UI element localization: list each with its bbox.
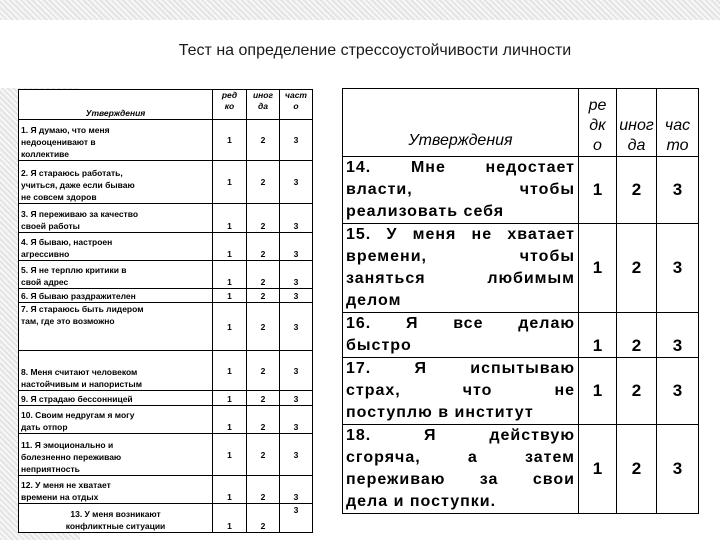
score-often: 3 xyxy=(657,157,699,224)
score-sometimes: 2 xyxy=(617,425,657,514)
score-often: 3 xyxy=(280,303,313,351)
score-sometimes: 2 xyxy=(617,157,657,224)
score-often: 3 xyxy=(280,289,313,303)
statement-cell: 1. Я думаю, что меня недооценивают в коллективе xyxy=(19,120,213,161)
score-rarely: 1 xyxy=(213,161,247,204)
table-header-row xyxy=(19,90,313,120)
score-often: 3 xyxy=(657,224,699,313)
table-row xyxy=(343,313,699,358)
score-often: 3 xyxy=(280,434,313,476)
score-often: 3 xyxy=(280,476,313,504)
score-often: 3 xyxy=(280,391,313,406)
score-rarely: 1 xyxy=(213,303,247,351)
table-row xyxy=(19,261,313,289)
table-row xyxy=(19,120,313,161)
score-rarely: 1 xyxy=(213,476,247,504)
score-sometimes: 2 xyxy=(247,434,280,476)
score-often: 3 xyxy=(280,406,313,434)
score-rarely: 1 xyxy=(579,358,617,425)
score-rarely: 1 xyxy=(579,224,617,313)
score-sometimes: 2 xyxy=(617,358,657,425)
score-sometimes: 2 xyxy=(247,289,280,303)
table-row xyxy=(19,434,313,476)
score-sometimes: 2 xyxy=(247,476,280,504)
table-row xyxy=(19,161,313,204)
score-sometimes: 2 xyxy=(247,204,280,233)
score-often: 3 xyxy=(280,161,313,204)
score-sometimes: 2 xyxy=(617,313,657,358)
score-rarely: 1 xyxy=(213,261,247,289)
score-rarely: 1 xyxy=(213,406,247,434)
header-statements: Утверждения xyxy=(19,90,213,120)
statement-cell: 12. У меня не хватает времени на отдых xyxy=(19,476,213,504)
score-sometimes: 2 xyxy=(247,233,280,261)
statement-cell: 13. У меня возникают конфликтные ситуации xyxy=(19,504,213,533)
table-row xyxy=(19,476,313,504)
score-rarely: 1 xyxy=(213,204,247,233)
table-row xyxy=(19,289,313,303)
header-rarely: ре дк о xyxy=(579,89,617,157)
header-often: час то xyxy=(657,89,699,157)
score-often: 3 xyxy=(280,261,313,289)
score-sometimes: 2 xyxy=(247,303,280,351)
top-decorative-stripe xyxy=(0,0,720,20)
score-often: 3 xyxy=(280,204,313,233)
score-often: 3 xyxy=(657,358,699,425)
score-often: 3 xyxy=(280,233,313,261)
score-rarely: 1 xyxy=(213,434,247,476)
statement-cell: 10. Своим недругам я могу дать отпор xyxy=(19,406,213,434)
table-row xyxy=(343,224,699,313)
score-rarely: 1 xyxy=(213,120,247,161)
score-rarely: 1 xyxy=(579,425,617,514)
score-rarely: 1 xyxy=(579,157,617,224)
statement-cell: 17. Я испытываю страх, что не поступлю в институт xyxy=(343,358,579,425)
table-row xyxy=(343,157,699,224)
score-often: 3 xyxy=(280,120,313,161)
statement-cell: 5. Я не терплю критики в свой адрес xyxy=(19,261,213,289)
header-sometimes: иног да xyxy=(247,90,280,120)
questionnaire-table-right xyxy=(342,88,699,514)
table-row xyxy=(19,233,313,261)
statement-cell: 15. У меня не хватает времени, чтобы заняться любимым делом xyxy=(343,224,579,313)
score-often: 3 xyxy=(280,504,313,533)
table-row xyxy=(19,351,313,391)
header-often: част о xyxy=(280,90,313,120)
table-row xyxy=(19,504,313,533)
statement-cell: 14. Мне недостает власти, чтобы реализовать себя xyxy=(343,157,579,224)
score-sometimes: 2 xyxy=(247,406,280,434)
score-sometimes: 2 xyxy=(247,504,280,533)
questionnaire-table-left xyxy=(18,89,313,533)
score-rarely: 1 xyxy=(579,313,617,358)
score-sometimes: 2 xyxy=(247,391,280,406)
score-often: 3 xyxy=(657,425,699,514)
statement-cell: 11. Я эмоционально и болезненно переживаю неприятность xyxy=(19,434,213,476)
score-sometimes: 2 xyxy=(617,224,657,313)
statement-cell: 4. Я бываю, настроен агрессивно xyxy=(19,233,213,261)
statement-cell: 2. Я стараюсь работать, учиться, даже если бываю не совсем здоров xyxy=(19,161,213,204)
score-rarely: 1 xyxy=(213,351,247,391)
score-rarely: 1 xyxy=(213,233,247,261)
statement-cell: 3. Я переживаю за качество своей работы xyxy=(19,204,213,233)
table-row xyxy=(19,406,313,434)
statement-cell: 6. Я бываю раздражителен xyxy=(19,289,213,303)
table-row xyxy=(19,391,313,406)
score-rarely: 1 xyxy=(213,289,247,303)
score-rarely: 1 xyxy=(213,391,247,406)
table-row xyxy=(19,303,313,351)
score-rarely: 1 xyxy=(213,504,247,533)
table-row xyxy=(343,358,699,425)
score-sometimes: 2 xyxy=(247,261,280,289)
header-rarely: ред ко xyxy=(213,90,247,120)
header-statements: Утверждения xyxy=(343,89,579,157)
table-header-row xyxy=(343,89,699,157)
score-sometimes: 2 xyxy=(247,351,280,391)
table-row xyxy=(19,204,313,233)
statement-cell: 18. Я действую сгоряча, а затем переживаю за свои дела и поступки. xyxy=(343,425,579,514)
score-sometimes: 2 xyxy=(247,120,280,161)
score-often: 3 xyxy=(280,351,313,391)
statement-cell: 16. Я все делаю быстро xyxy=(343,313,579,358)
header-sometimes: иног да xyxy=(617,89,657,157)
page-title: Тест на определение стрессоустойчивости личности xyxy=(178,42,572,59)
statement-cell: 9. Я страдаю бессонницей xyxy=(19,391,213,406)
statement-cell: 7. Я стараюсь быть лидером там, где это возможно xyxy=(19,303,213,351)
statement-cell: 8. Меня считают человеком настойчивым и напористым xyxy=(19,351,213,391)
score-often: 3 xyxy=(657,313,699,358)
table-row xyxy=(343,425,699,514)
score-sometimes: 2 xyxy=(247,161,280,204)
